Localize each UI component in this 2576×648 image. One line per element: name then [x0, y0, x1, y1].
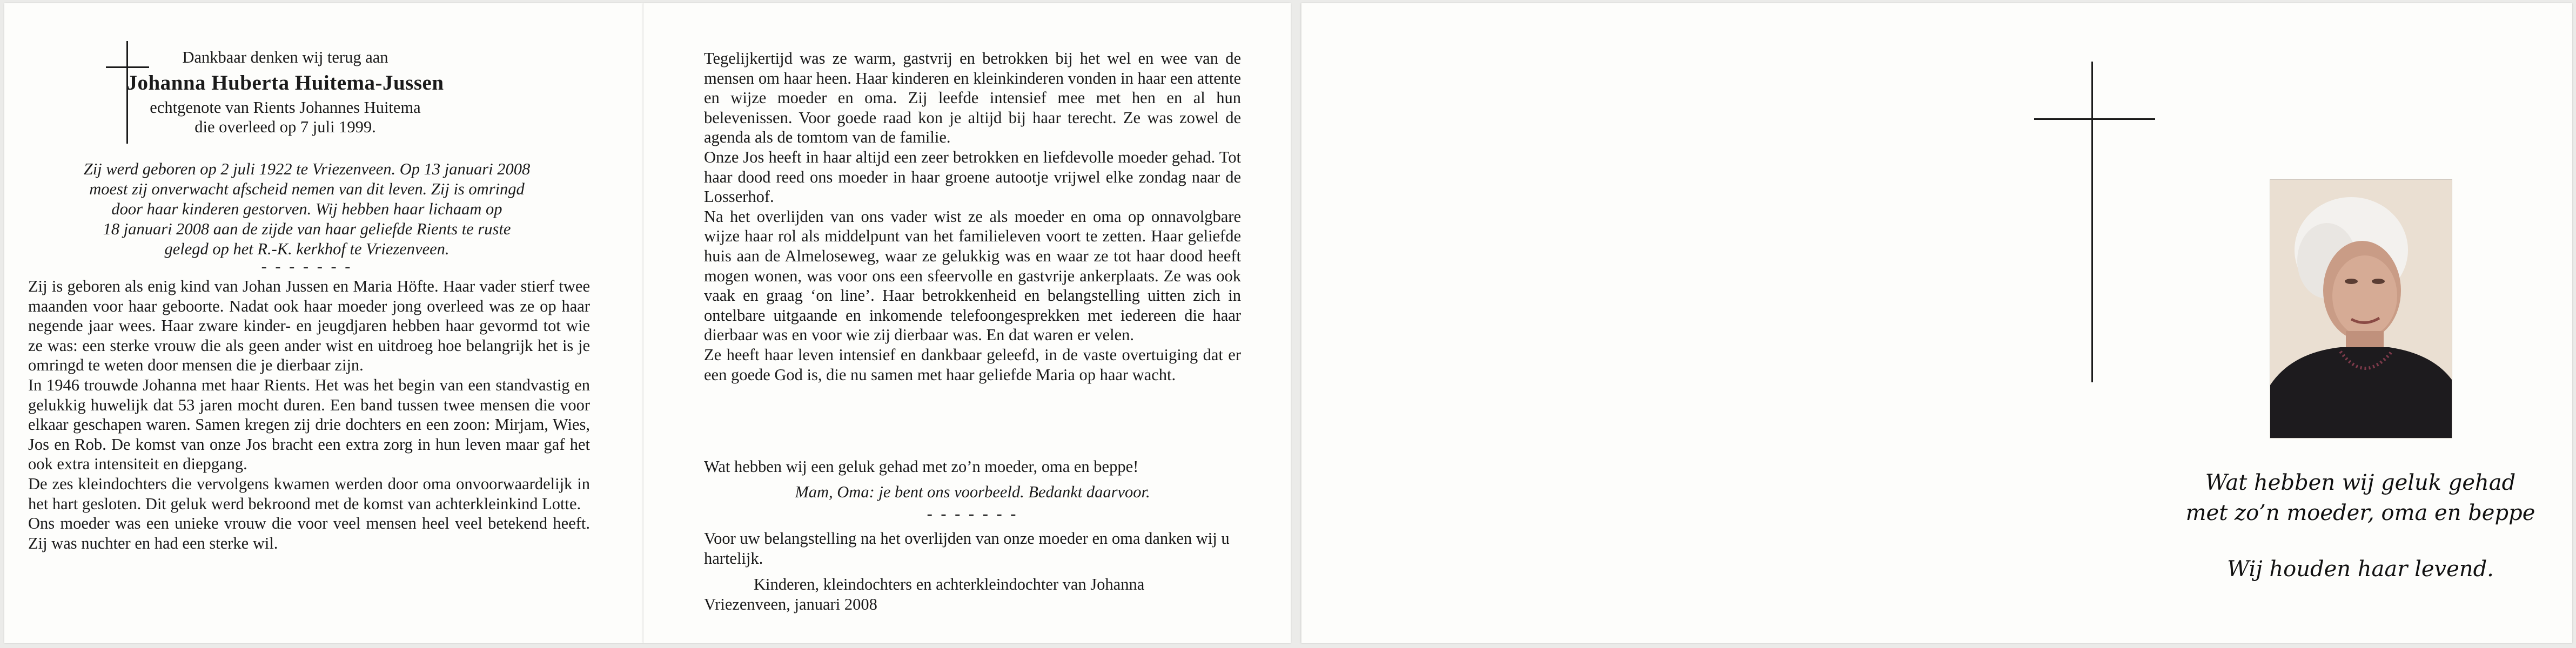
intro-paragraph [26, 159, 588, 259]
intro-line: door haar kinderen gestorven. Wij hebben haar lichaam op [111, 200, 502, 218]
card-inner-right [643, 3, 1291, 643]
intro-line: Zij werd geboren op 2 juli 1922 te Vriezenveen. Op 13 januari 2008 [83, 160, 531, 178]
motto: Mam, Oma: je bent ons voorbeeld. Bedankt daarvoor. [795, 483, 1150, 501]
signoff-family: Kinderen, kleindochters en achterkleindochter van Johanna [754, 575, 1145, 593]
bio-paragraph: De zes kleindochters die vervolgens kwamen werden door oma onvoorwaardelijk in het hart gesloten. Dit geluk werd bekroond met de komst van achterkleinkind Lotte. [28, 474, 590, 513]
cross-icon [2034, 62, 2155, 382]
dedication: Dankbaar denken wij terug aan [182, 48, 388, 66]
bio-paragraph: Na het overlijden van ons vader wist ze als moeder en oma op onnavolgbare wijze haar rol als middelpunt van het familieleven voort te zetten. Haar geliefde huis aan de Almeloseweg, waar ze gelukkig was en waar ze tot haar dood heeft mogen wonen, was voor ons een sfeervolle en gastvrije ankerplaats. Ze was ook vaak en graag ‘on line’. Haar betrokkenheid en belangstelling uitten zich in ontelbare uitgaande en inkomende telefoongesprekken met iedereen die haar dierbaar was en voor wie zij dierbaar was. En dat waren er velen. [704, 207, 1241, 345]
intro-line: moest zij onverwacht afscheid nemen van dit leven. Zij is omringd [89, 180, 525, 198]
separator: - - - - - - - [927, 504, 1018, 523]
spouse-line: echtgenote van Rients Johannes Huitema [150, 98, 421, 117]
bio-paragraph: Ze heeft haar leven intensief en dankbaar geleefd, in de vaste overtuiging dat er een goede God is, die nu samen met haar geliefde Maria op haar wacht. [704, 345, 1241, 384]
quote-closing: Wij houden haar levend. [2227, 557, 2494, 582]
card-front [1301, 3, 2572, 643]
deceased-name: Johanna Huberta Huitema-Jussen [126, 71, 444, 94]
place-date: Vriezenveen, januari 2008 [704, 595, 877, 613]
biography-right [704, 49, 1241, 384]
death-line: die overleed op 7 juli 1999. [194, 118, 376, 137]
header [96, 48, 474, 137]
portrait-photo [2270, 179, 2452, 438]
quote-line: Wat hebben wij geluk gehad [2205, 470, 2516, 495]
quote-line: met zo’n moeder, oma en beppe [2185, 501, 2535, 525]
card-inner-left [4, 3, 643, 643]
bio-paragraph: Tegelijkertijd was ze warm, gastvrij en betrokken bij het wel en wee van de mensen om haar heen. Haar kinderen en kleinkinderen vonden in haar een attente en wijze moeder en oma. Zij leefde intensief mee met hen en al hun belevenissen. Voor goede raad kon je altijd bij haar terecht. Ze was zowel de agenda als de tomtom van de familie. [704, 49, 1241, 147]
thanks: Voor uw belangstelling na het overlijden van onze moeder en oma danken wij u hartelijk. [704, 529, 1230, 568]
bio-paragraph: Zij is geboren als enig kind van Johan Jussen en Maria Höfte. Haar vader stierf twee maanden voor haar geboorte. Nadat ook haar moeder jong overleed was ze op haar negende jaar wees. Haar zware kinder- en jeugdjaren hebben haar gevormd tot wie ze was: een sterke vrouw die als geen ander wist en uitdroeg hoe belangrijk het is je omringd te weten door mensen die je dierbaar zijn. [28, 277, 590, 375]
signoff [704, 575, 1241, 614]
bio-paragraph: In 1946 trouwde Johanna met haar Rients. Het was het begin van een standvastig en gelukkig huwelijk dat 53 jaren mocht duren. Een band tussen twee mensen die voor elkaar geschapen waren. Samen kregen zij drie dochters en een zoon: Mirjam, Wies, Jos en Rob. De komst van onze Jos bracht een extra zorg in hun leven maar gaf het ook extra intensiteit en diepgang. [28, 375, 590, 474]
intro-line: 18 januari 2008 aan de zijde van haar geliefde Rients te ruste [103, 220, 511, 238]
closing-line: Wat hebben wij een geluk gehad met zo’n moeder, oma en beppe! [704, 457, 1139, 476]
separator: - - - - - - - [261, 257, 353, 275]
front-quote [2112, 468, 2576, 606]
bio-paragraph: Onze Jos heeft in haar altijd een zeer betrokken en liefdevolle moeder gehad. Tot haar dood reed ons moeder in haar groene autootje vrijwel elke zondag naar de Losserhof. [704, 147, 1241, 206]
intro-line: gelegd op het R.-K. kerkhof te Vriezenveen. [164, 240, 450, 258]
bio-paragraph: Ons moeder was een unieke vrouw die voor veel mensen heel veel betekend heeft. Zij was nuchter en had een sterke wil. [28, 514, 590, 552]
biography-left [28, 276, 590, 553]
